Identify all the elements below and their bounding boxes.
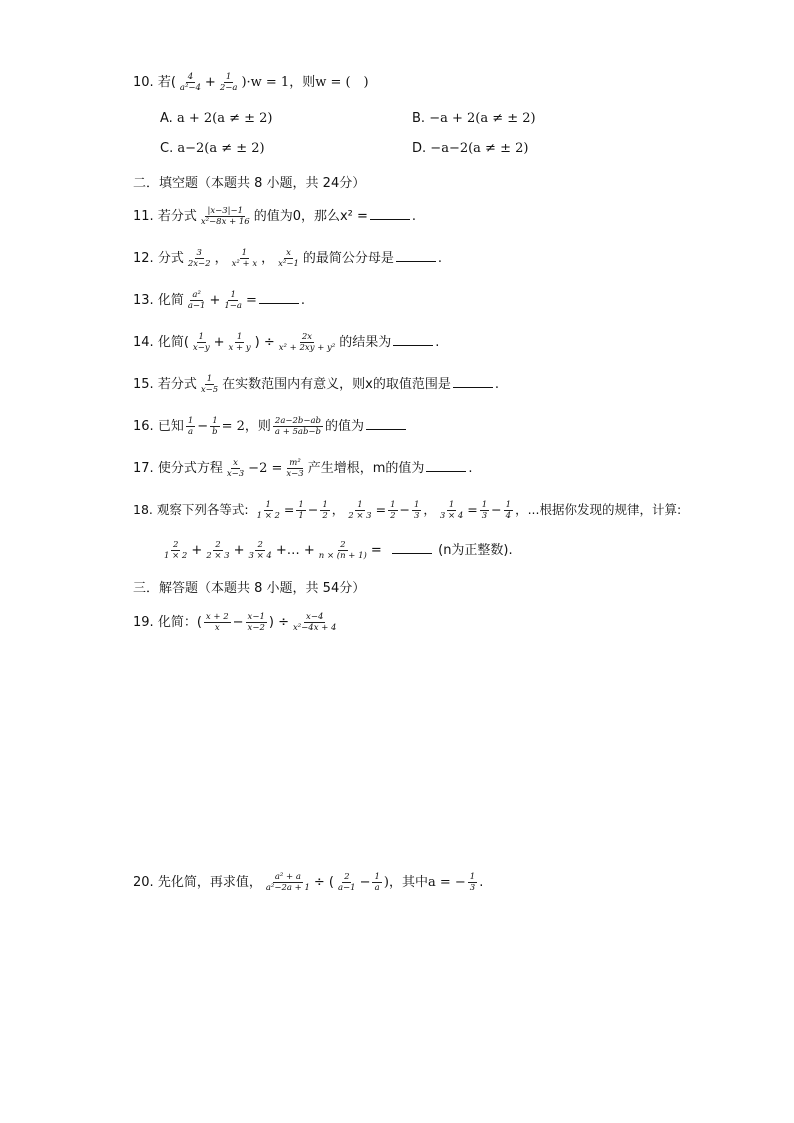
section-heading-solve: 三．解答题（本题共 8 小题，共 54分） [133,581,366,596]
section-heading-fill-in: 二．填空题（本题共 8 小题，共 24分） [133,176,366,191]
question-18: 18. 观察下列各等式: $\frac{1}{1 \times 2}$ = $\frac{1}{1}$ − $\frac{1}{2}$ ， $\frac{1}{2 \times 3}$ = $\frac{1}{2}$ − $\frac{1}{3}$ ， $\frac{1}{3 \times 4}$ = $\frac{1}{3}$ − $\frac{1}{4}$ ，...根据你发现的规律，计算: [133,500,682,521]
fraction: $\frac{1}{2-a}$ [219,72,238,93]
answer-blank[interactable] [370,207,410,220]
option-a: A. a + 2(a ≠ ± 2) [160,111,273,126]
answer-blank[interactable] [393,333,433,346]
question-10: 10. 若( $\frac{4}{\text{a²−4}}$ + $\frac{1}{2-a}$ )·w = 1，则w = ( ) [133,72,369,93]
question-19: 19. 化简：( $\frac{x + 2}{x}$ − $\frac{x-1}{x-2}$ ) ÷ $\frac{x-4}{\text{x²−4x + 4}}$ [133,612,337,633]
answer-blank[interactable] [453,375,493,388]
fraction: $\frac{4}{\text{a²−4}}$ [179,72,201,93]
question-number: 10. [133,75,154,90]
question-11: 11. 若分式 $\frac{|x-3|-1}{\text{x²−8x + 16}}$ 的值为0，那么x² = . [133,206,417,227]
question-17: 17. 使分式方程 $\frac{x}{x-3}$ −2 = $\frac{\text{m²}}{x-3}$ 产生增根，m的值为 . [133,458,473,479]
answer-blank[interactable] [392,541,432,554]
option-d: D. −a−2(a ≠ ± 2) [412,141,529,156]
answer-blank[interactable] [396,249,436,262]
question-16: 16. 已知 $\frac{1}{a}$ − $\frac{1}{b}$ = 2，则 $\frac{2a-2b-ab}{a + 5ab-b}$ 的值为 [133,416,408,437]
answer-blank[interactable] [366,417,406,430]
question-15: 15. 若分式 $\frac{1}{x-5}$ 在实数范围内有意义，则x的取值范围是 . [133,374,500,395]
answer-blank[interactable] [426,459,466,472]
option-c: C. a−2(a ≠ ± 2) [160,141,265,156]
question-20: 20. 先化简，再求值， $\frac{\text{a² + a}}{\text{a²−2a + 1}}$ ÷ ( $\frac{2}{a-1}$ − $\frac{1}{a}$ )，其中a = − $\frac{1}{3}$ . [133,872,484,893]
question-13: 13. 化简 $\frac{\text{a²}}{a-1}$ + $\frac{1}{1-a}$ = . [133,290,306,311]
question-18-line2: $\frac{2}{1 \times 2}$ + $\frac{2}{2 \times 3}$ + $\frac{2}{3 \times 4}$ +… + $\frac{2}{n \times (n + 1)}$ = (n为正整数). [164,540,513,561]
answer-blank[interactable] [259,291,299,304]
question-12: 12. 分式 $\frac{3}{2x-2}$ ， $\frac{1}{\text{x² + x}}$ ， $\frac{x}{\text{x²−1}}$ 的最简公分母是 . [133,248,443,269]
question-14: 14. 化简( $\frac{1}{x-y}$ + $\frac{1}{x + y}$ ) ÷ $\frac{2x}{\text{x² + 2xy + y²}}$ 的结果为 . [133,332,440,353]
option-b: B. −a + 2(a ≠ ± 2) [412,111,536,126]
